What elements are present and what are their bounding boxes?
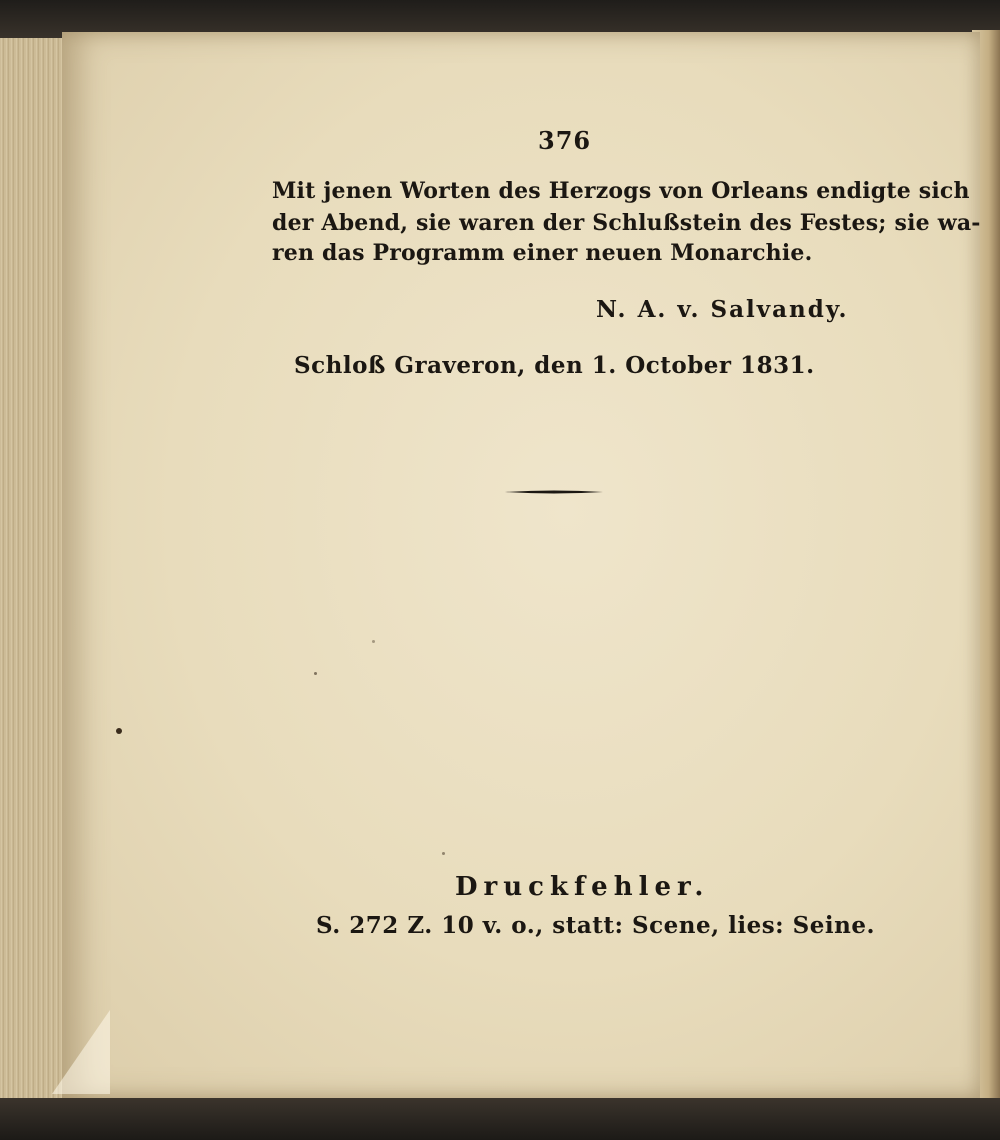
body-line-2: der Abend, sie waren der Schlußstein des Festes; sie wa- [272, 210, 981, 236]
body-line-3: ren das Programm einer neuen Monarchie. [272, 240, 813, 266]
errata-entry: S. 272 Z. 10 v. o., statt: Scene, lies: Seine. [316, 912, 875, 939]
section-divider [505, 490, 603, 494]
place-dateline: Schloß Graveron, den 1. October 1831. [294, 352, 815, 379]
body-line-1: Mit jenen Worten des Herzogs von Orleans endigte sich [272, 178, 970, 204]
ink-spot [372, 640, 375, 643]
ink-spot [116, 728, 122, 734]
errata-heading: Druckfehler. [455, 872, 710, 902]
page-number: 376 [538, 126, 592, 155]
ink-spot [442, 852, 445, 855]
author-signature: N. A. v. Salvandy. [596, 296, 849, 323]
scanner-background-bottom [0, 1098, 1000, 1140]
folded-corner [52, 1010, 110, 1094]
ink-spot [314, 672, 317, 675]
